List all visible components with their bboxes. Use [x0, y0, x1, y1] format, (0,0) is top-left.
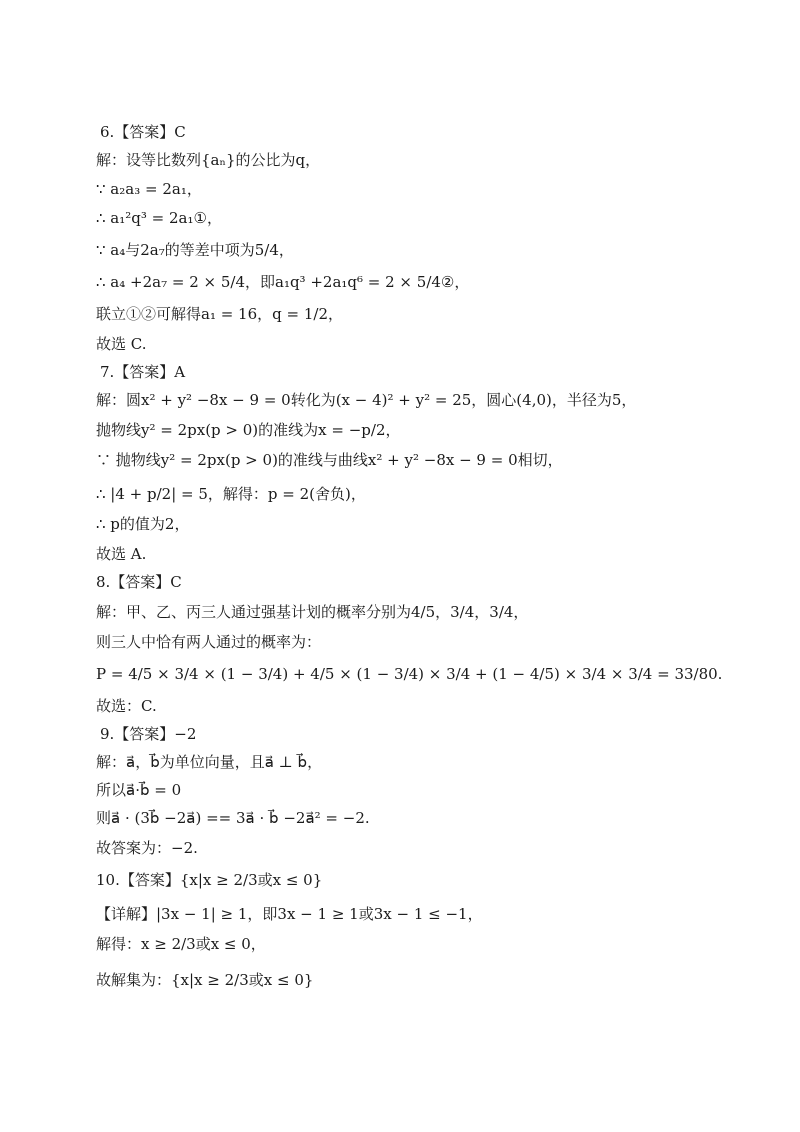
q6-answer-header: 6.【答案】C: [100, 123, 186, 141]
q9-line-3: 则a⃗ · (3b⃗ −2a⃗) == 3a⃗ · b⃗ −2a⃗² = −2.: [96, 809, 370, 827]
q6-line-4: ∵ a₄与2a₇的等差中项为5/4，: [96, 241, 294, 259]
q6-line-6: 联立①②可解得a₁ = 16，q = 1/2，: [96, 305, 343, 323]
q8-line-3: P = 4/5 × 3/4 × (1 − 3/4) + 4/5 × (1 − 3/4) × 3/4 + (1 − 4/5) × 3/4 × 3/4 = 33/80.: [96, 665, 723, 683]
q9-line-2: 所以a⃗·b⃗ = 0: [96, 781, 182, 799]
q8-line-4: 故选：C.: [96, 697, 157, 715]
q8-line-2: 则三人中恰有两人通过的概率为：: [96, 633, 322, 651]
q9-line-1: 解：a⃗，b⃗为单位向量，且a⃗ ⊥ b⃗，: [96, 753, 323, 771]
q7-line-3: ∵ 抛物线y² = 2px(p > 0)的准线与曲线x² + y² −8x − 9 = 0相切，: [96, 451, 563, 469]
q10-line-2: 解得：x ≥ 2/3或x ≤ 0，: [96, 935, 266, 953]
q7-line-4: ∴ |4 + p/2| = 5，解得：p = 2(舍负)，: [96, 485, 366, 503]
q6-line-7: 故选 C.: [96, 335, 147, 353]
q10-line-1: 【详解】|3x − 1| ≥ 1，即3x − 1 ≥ 1或3x − 1 ≤ −1，: [96, 905, 483, 923]
q7-line-5: ∴ p的值为2，: [96, 515, 190, 533]
q6-line-3: ∴ a₁²q³ = 2a₁①，: [96, 209, 222, 227]
q6-line-1: 解：设等比数列{aₙ}的公比为q，: [96, 151, 321, 169]
q10-line-3: 故解集为：{x|x ≥ 2/3或x ≤ 0}: [96, 971, 314, 989]
q6-line-2: ∵ a₂a₃ = 2a₁，: [96, 180, 202, 198]
q7-line-6: 故选 A.: [96, 545, 147, 563]
q7-line-1: 解：圆x² + y² −8x − 9 = 0转化为(x − 4)² + y² = 25，圆心(4,0)，半径为5，: [96, 391, 637, 409]
q7-answer-header: 7.【答案】A: [100, 363, 186, 381]
q7-line-2: 抛物线y² = 2px(p > 0)的准线为x = −p/2，: [96, 421, 401, 439]
q9-answer-header: 9.【答案】−2: [100, 725, 197, 743]
q8-line-1: 解：甲、乙、丙三人通过强基计划的概率分别为4/5，3/4，3/4，: [96, 603, 529, 621]
q9-line-4: 故答案为：−2.: [96, 839, 198, 857]
q10-answer-header: 10.【答案】{x|x ≥ 2/3或x ≤ 0}: [96, 871, 323, 889]
q6-line-5: ∴ a₄ +2a₇ = 2 × 5/4，即a₁q³ +2a₁q⁶ = 2 × 5/4②，: [96, 273, 470, 291]
q8-answer-header: 8.【答案】C: [96, 573, 182, 591]
